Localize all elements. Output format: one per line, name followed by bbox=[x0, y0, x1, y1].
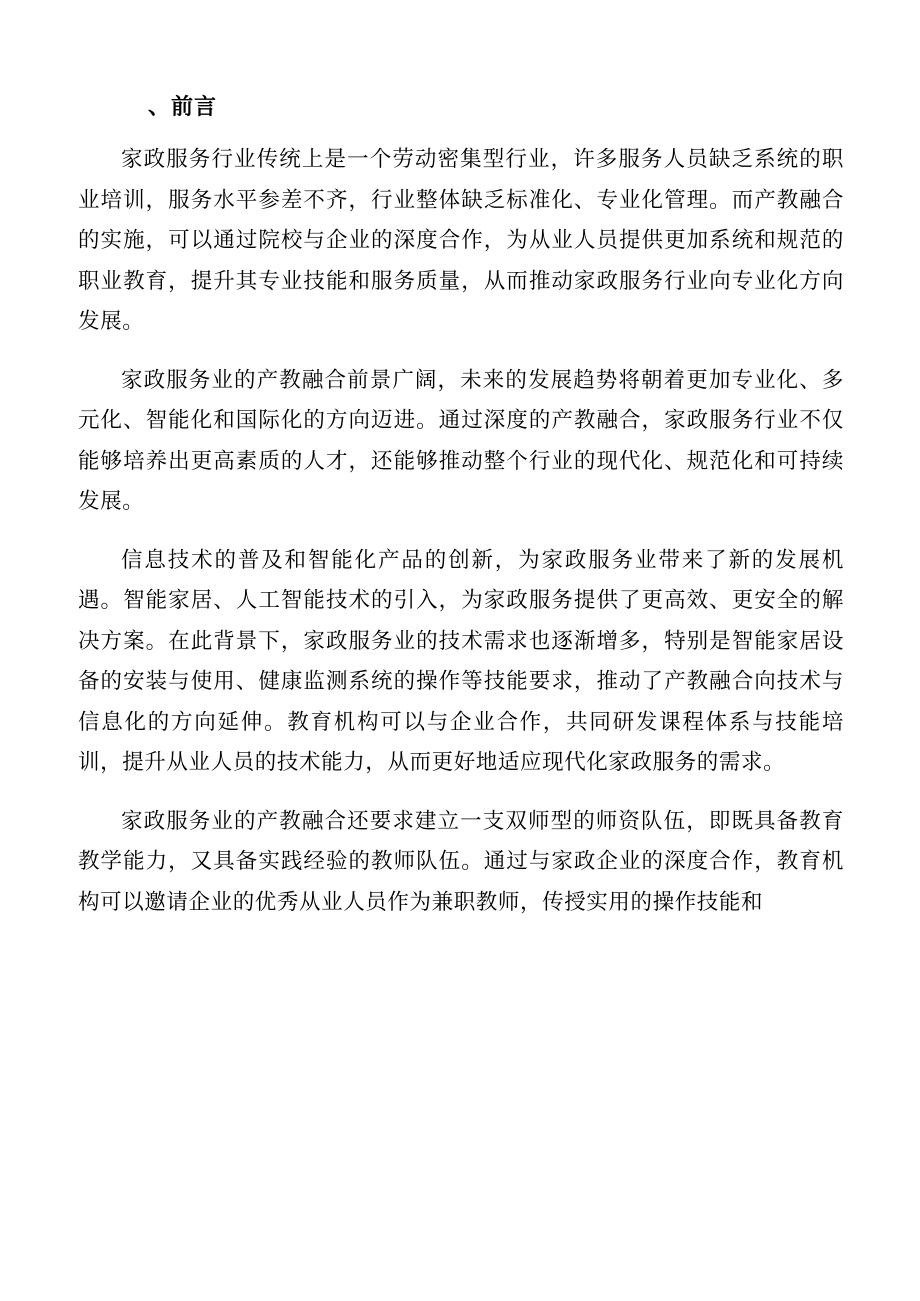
paragraph-2: 家政服务业的产教融合前景广阔，未来的发展趋势将朝着更加专业化、多元化、智能化和国际化的方向迈进。通过深度的产教融合，家政服务行业不仅能够培养出更高素质的人才，还能够推动整个行业的现代化、规范化和可持续发展。 bbox=[78, 367, 844, 514]
paragraph-1: 家政服务行业传统上是一个劳动密集型行业，许多服务人员缺乏系统的职业培训，服务水平参差不齐，行业整体缺乏标准化、专业化管理。而产教融合的实施，可以通过院校与企业的深度合作，为从业人员提供更加系统和规范的职业教育，提升其专业技能和服务质量，从而推动家政服务行业向专业化方向发展。 bbox=[78, 147, 844, 334]
paragraph-3: 信息技术的普及和智能化产品的创新，为家政服务业带来了新的发展机遇。智能家居、人工智能技术的引入，为家政服务提供了更高效、更安全的解决方案。在此背景下，家政服务业的技术需求也逐渐增多，特别是智能家居设备的安装与使用、健康监测系统的操作等技能要求，推动了产教融合向技术与信息化的方向延伸。教育机构可以与企业合作，共同研发课程体系与技能培训，提升从业人员的技术能力，从而更好地适应现代化家政服务的需求。 bbox=[78, 547, 844, 775]
section-heading: 、前言 bbox=[148, 94, 218, 120]
document-body bbox=[78, 140, 844, 941]
paragraph-4: 家政服务业的产教融合还要求建立一支双师型的师资队伍，即既具备教育教学能力，又具备实践经验的教师队伍。通过与家政企业的深度合作，教育机构可以邀请企业的优秀从业人员作为兼职教师，传授实用的操作技能和 bbox=[78, 808, 844, 915]
